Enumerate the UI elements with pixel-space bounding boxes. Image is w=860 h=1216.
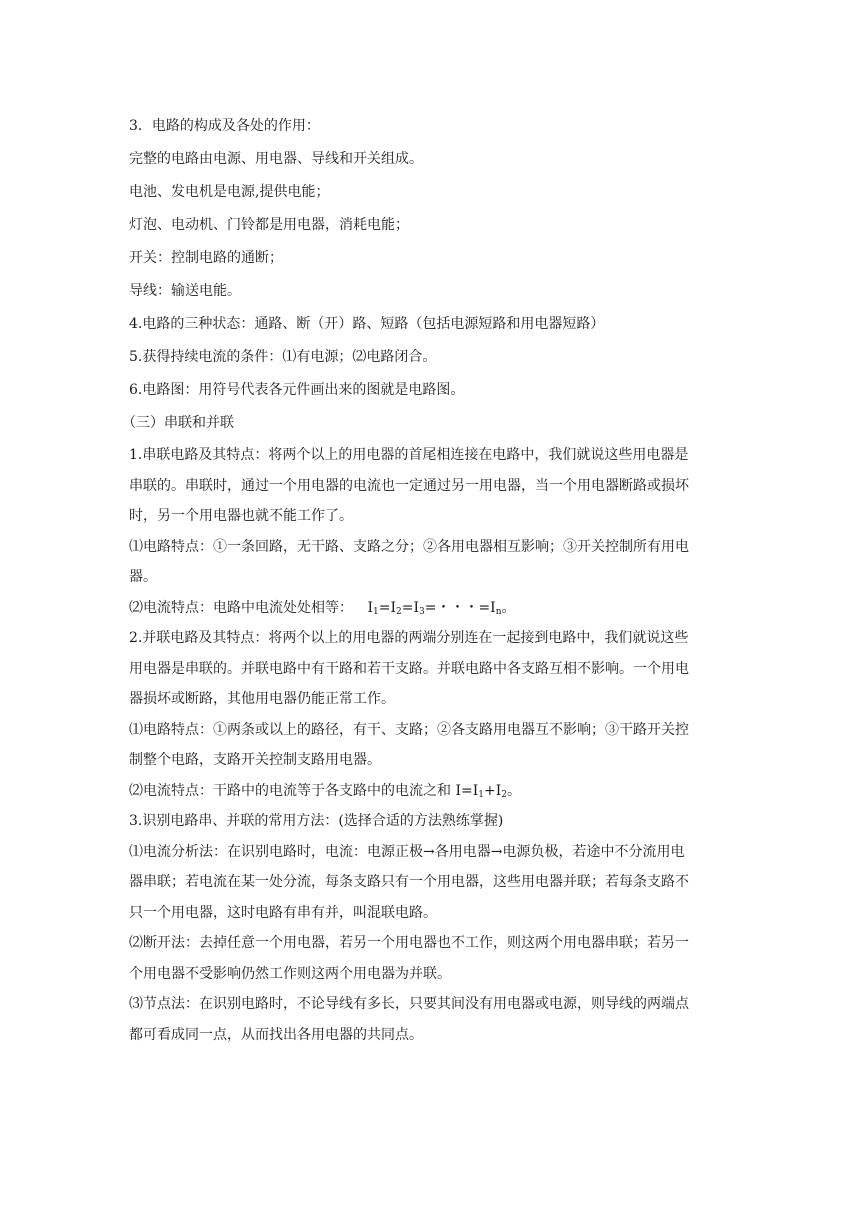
text-line: ⑶节点法：在识别电路时，不论导线有多长，只要其间没有用电器或电源，则导线的两端点 — [129, 996, 689, 1012]
paragraph: 开关：控制电路的通断； — [129, 250, 283, 266]
text-line: 都可看成同一点，从而找出各用电器的共同点。 — [129, 1026, 423, 1043]
current-analysis-method — [129, 837, 735, 929]
text-line: 3.识别电路串、并联的常用方法：(选择合适的方法熟练掌握) — [129, 813, 504, 829]
text-line: 1.串联电路及其特点：将两个以上的用电器的首尾相连接在电路中，我们就说这些用电器是 — [129, 447, 689, 463]
text-line: 器。 — [129, 569, 157, 585]
period: 。 — [506, 782, 521, 799]
text-line: ⑵断开法：去掉任意一个用电器，若另一个用电器也不工作，则这两个用电器串联；若另一 — [129, 935, 689, 951]
parallel-circuit-paragraph — [129, 623, 735, 715]
text-line: 器损坏或断路，其他用电器仍能正常工作。 — [129, 691, 395, 707]
parallel-current-formula: $I=I_1+I_2$ — [455, 782, 507, 800]
disconnect-method — [129, 928, 735, 989]
section-3-title: 3．电路的构成及各处的作用： — [129, 118, 320, 134]
paragraph: 灯泡、电动机、门铃都是用电器，消耗电能； — [129, 217, 409, 233]
text-line — [129, 776, 735, 807]
node-method — [129, 989, 735, 1050]
series-circuit-features — [129, 532, 735, 593]
section-5-paragraph: 5.获得持续电流的条件：⑴有电源；⑵电路闭合。 — [129, 349, 437, 365]
text-line: ⑴电流分析法：在识别电路时，电流：电源正极→各用电器→电源负极，若途中不分流用电 — [129, 843, 685, 860]
paragraph: 电池、发电机是电源,提供电能； — [129, 184, 330, 200]
parallel-current-features — [129, 776, 735, 807]
text-line: ⑴电路特点：①一条回路，无干路、支路之分；②各用电器相互影响；③开关控制所有用电 — [129, 538, 689, 555]
text-line: 只一个用电器，这时电路有串有并，叫混联电路。 — [129, 904, 437, 921]
text-line: 串联的。串联时，通过一个用电器的电流也一定通过另一用电器，当一个用电器断路或损坏 — [129, 477, 689, 494]
text-line: 器串联；若电流在某一处分流，每条支路只有一个用电器，这些用电器并联；若每条支路不 — [129, 874, 689, 890]
section-6-paragraph: 6.电路图：用符号代表各元件画出来的图就是电路图。 — [129, 382, 465, 398]
text-line: 制整个电路，支路开关控制支路用电器。 — [129, 752, 381, 768]
text-line: 时，另一个用电器也就不能工作了。 — [129, 508, 353, 524]
section-4-paragraph: 4.电路的三种状态：通路、断（开）路、短路（包括电源短路和用电器短路） — [129, 316, 605, 332]
text-line: 个用电器不受影响仍然工作则这两个用电器为并联。 — [129, 965, 451, 982]
subsection-heading: （三）串联和并联 — [122, 415, 234, 431]
text-line — [129, 593, 735, 624]
series-circuit-paragraph — [129, 440, 735, 532]
series-current-features — [129, 593, 735, 624]
text-line: ⑴电路特点：①两条或以上的路径，有干、支路；②各支路用电器互不影响；③干路开关控 — [129, 721, 689, 738]
document-body — [122, 110, 735, 1050]
paragraph: 完整的电路由电源、用电器、导线和开关组成。 — [129, 151, 423, 167]
current-feature-label: ⑵电流特点：干路中的电流等于各支路中的电流之和 — [129, 782, 456, 799]
text-line: 2.并联电路及其特点：将两个以上的用电器的两端分别连在一起接到电路中，我们就说这些 — [129, 630, 689, 646]
identify-methods-heading — [129, 806, 735, 837]
paragraph: 导线：输送电能。 — [129, 283, 241, 299]
period: 。 — [501, 599, 516, 616]
current-feature-label: ⑵电流特点：电路中电流处处相等： — [129, 599, 353, 616]
series-current-formula: $I_1=I_2=I_3=$・・・$=I_n$ — [367, 599, 502, 617]
text-line: 用电器是串联的。并联电路中有干路和若干支路。并联电路中各支路互相不影响。一个用电 — [129, 660, 689, 677]
parallel-circuit-features — [129, 715, 735, 776]
